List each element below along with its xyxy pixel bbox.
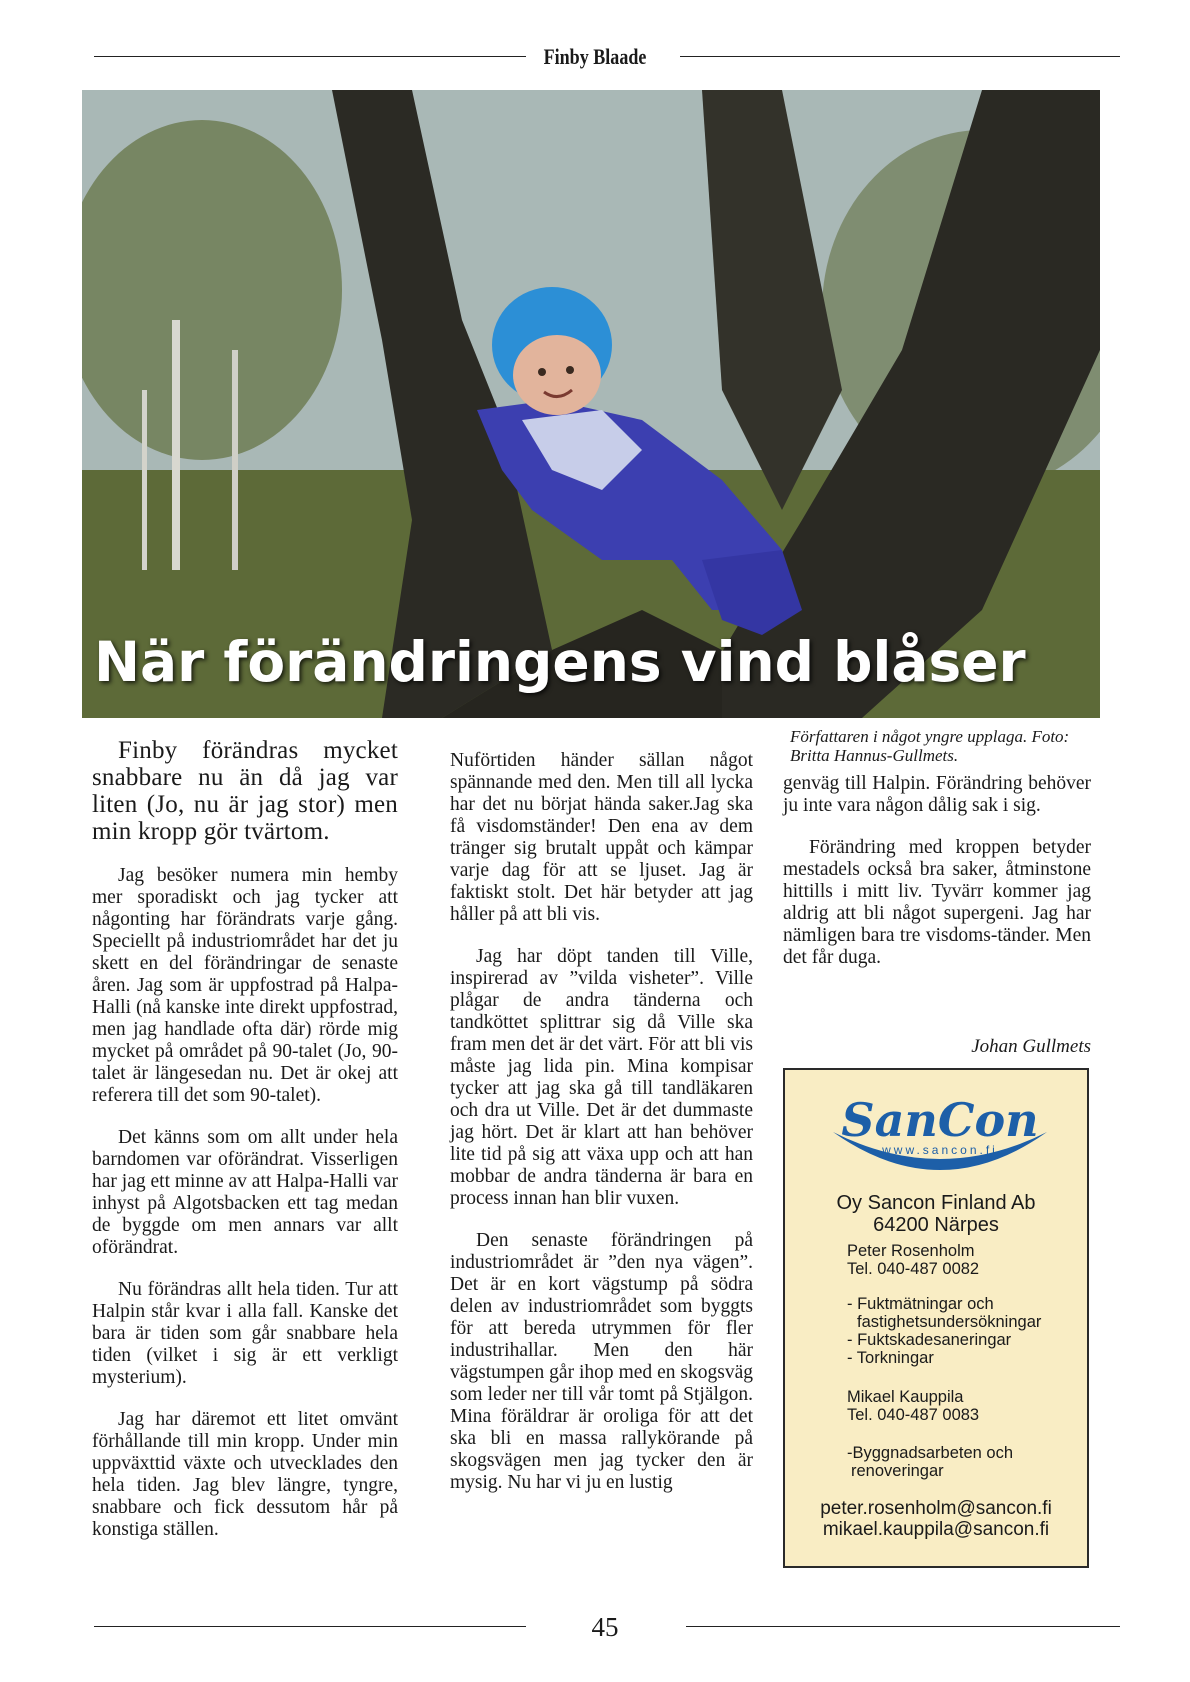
paragraph: Det känns som om allt under hela barndomen var oförändrat. Visserligen har jag ett minne av att Halpa-Halli var inhyst på Algotsbacken ett tag medan de byggde om men annars var allt oförändrat.	[92, 1127, 398, 1258]
ad-company	[785, 1192, 1087, 1236]
article-column-2	[450, 750, 753, 1514]
article-headline: När förändringens vind blåser	[94, 630, 1026, 694]
service-item: -Byggnadsarbeten och	[847, 1444, 1014, 1462]
service-item: - Fuktskadesaneringar	[847, 1331, 1012, 1349]
email-link[interactable]: mikael.kauppila@sancon.fi	[822, 1519, 1050, 1540]
article-column-1	[92, 737, 398, 1561]
paragraph: Jag har döpt tanden till Ville, inspirerad av ”vilda visheter”. Ville plågar de andra tänderna och tandköttet splittrar sig då Ville ska fram men det är det värt. För att bli vis måste jag lida pin. Mina kompisar tycker att jag ska gå till tandläkaren och dra ut Ville. Det är det dummaste jag hört. Det är klart att han behöver lite tid på sig att växa upp och att han mobbar de andra tänderna är bara en process innan han blir vuxen.	[450, 946, 753, 1209]
sancon-logo	[825, 1088, 1055, 1178]
article-lead: Finby förändras mycket snabbare nu än då jag var liten (Jo, nu är jag stor) men min kropp gör tvärtom.	[92, 737, 398, 845]
paragraph: Nuförtiden händer sällan något spännande med den. Men till all lycka har det nu börjat hända saker.Jag ska få visdomständer! Den ena av dem tränger sig brutalt uppåt och kämpar varje dag för att se ljuset. Jag är faktiskt stolt. Det här betyder att jag håller på att bli vis.	[450, 750, 753, 925]
contact2-name: Mikael Kauppila	[847, 1388, 964, 1406]
article-column-3	[783, 773, 1091, 989]
paragraph: Jag besöker numera min hemby mer sporadiskt och jag tycker att någonting har förändrats varje gång. Speciellt på industriområdet har det ju skett en del förändringar de senaste åren. Jag som är uppfostrad på Halpa-Halli (nå kanske inte direkt uppfostrad, men jag handlade ofta där) rörde mig mycket på området på 90-talet (Jo, 90-talet är längesedan nu. Det är okej att referera till det som 90-talet).	[92, 865, 398, 1106]
contact1-name: Peter Rosenholm	[847, 1242, 975, 1260]
publication-title: Finby Blaade	[543, 44, 647, 69]
service-item: fastighetsundersökningar	[857, 1313, 1042, 1331]
page-number: 45	[591, 1612, 619, 1642]
header-rule-left	[94, 56, 526, 57]
sancon-advertisement	[783, 1068, 1089, 1568]
logo-wordmark: SanCon	[841, 1093, 1039, 1147]
paragraph: Förändring med kroppen betyder mestadels också bra saker, åtminstone hittills i mitt liv. Tyvärr kommer jag aldrig att bli något supergeni. Jag har nämligen bara tre visdoms-tänder. Men det får duga.	[783, 837, 1091, 968]
header-rule-right	[680, 56, 1120, 57]
photo-illustration	[82, 90, 1100, 718]
hero-photo	[82, 90, 1100, 718]
contact2-phone: Tel. 040-487 0083	[847, 1406, 980, 1424]
service-item: - Fuktmätningar och	[847, 1295, 994, 1313]
photo-caption: Författaren i något yngre upplaga. Foto: Britta Hannus-Gullmets.	[790, 727, 1070, 765]
company-postal: 64200 Närpes	[873, 1214, 999, 1236]
contact1-phone: Tel. 040-487 0082	[847, 1260, 980, 1278]
paragraph: Den senaste förändringen på industriområdet är ”den nya vägen”. Det är en kort vägstump på södra delen av industriområdet som byggts för att bereda utrymmen för fler industrihallar. Men den här vägstumpen går ihop med en skogsväg som leder ner till vår tomt på Stjälgon. Mina föräldrar är oroliga för att det ska bli en massa rallykörande på skogsvägen men jag tycker den är mysig. Nu har vi ju en lustig	[450, 1230, 753, 1493]
email-link[interactable]: peter.rosenholm@sancon.fi	[820, 1498, 1052, 1519]
footer-rule-left	[94, 1626, 526, 1627]
footer-rule-right	[686, 1626, 1120, 1627]
author-signature: Johan Gullmets	[971, 1036, 1091, 1057]
paragraph: Nu förändras allt hela tiden. Tur att Halpin står kvar i alla fall. Kanske det bara är tiden som går snabbare hela tiden (vilket i sig är ett verkligt mysterium).	[92, 1279, 398, 1388]
company-name: Oy Sancon Finland Ab	[836, 1192, 1036, 1214]
paragraph: genväg till Halpin. Förändring behöver ju inte vara någon dålig sak i sig.	[783, 773, 1091, 816]
service-item: renoveringar	[851, 1462, 944, 1480]
logo-url: www.sancon.fi	[882, 1143, 998, 1157]
service-item: - Torkningar	[847, 1349, 934, 1367]
paragraph: Jag har däremot ett litet omvänt förhållande till min kropp. Under min uppväxttid växte och utvecklades den hela tiden. Jag blev längre, tyngre, snabbare och fick dessutom hår på konstiga ställen.	[92, 1409, 398, 1540]
